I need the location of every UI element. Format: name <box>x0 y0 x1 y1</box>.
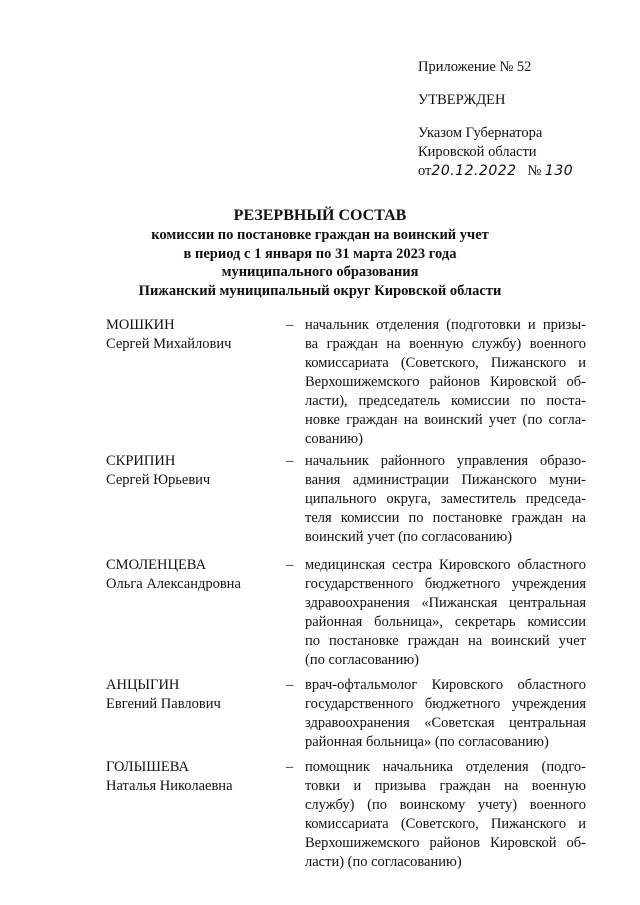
member-name <box>106 452 286 490</box>
date-prefix: от <box>418 163 432 179</box>
role-line: теля комиссии по постановке граждан на <box>305 510 586 526</box>
role-line: государственного бюджетного учреждения <box>305 696 586 712</box>
dash-separator: – <box>286 677 294 693</box>
member-name <box>106 676 286 714</box>
member-role <box>305 452 586 547</box>
role-line: вания администрации Пижанского муни- <box>305 472 586 488</box>
role-line: по постановке граждан на воинский учет <box>305 633 586 649</box>
role-line: товки и призыва граждан на военную <box>305 778 586 794</box>
approved-label: УТВЕРЖДЕН <box>418 92 506 108</box>
dash-separator: – <box>286 557 294 573</box>
role-line: помощник начальника отделения (подго- <box>305 759 586 775</box>
appendix-number: Приложение № 52 <box>418 59 532 75</box>
dash-separator: – <box>286 759 294 775</box>
role-line: комиссариата (Советского, Пижанского и <box>305 816 586 832</box>
role-line: здравоохранения «Пижанская центральная <box>305 595 586 611</box>
role-line: воинский учет (по согласованию) <box>305 529 513 545</box>
member-name <box>106 316 286 354</box>
member-name <box>106 556 286 594</box>
handwritten-date: 20.12.2022 <box>431 163 517 179</box>
role-line: начальник районного управления образо- <box>305 453 586 469</box>
member-surname: АНЦЫГИН <box>106 677 180 693</box>
role-line: начальник отделения (подготовки и призы- <box>305 317 586 333</box>
dash-separator: – <box>286 453 294 469</box>
role-line: здравоохранения «Советская центральная <box>305 715 586 731</box>
role-line: ва граждан на военную службу) военного <box>305 336 586 352</box>
role-line: сованию) <box>305 431 363 447</box>
role-line: врач-офтальмолог Кировского областного <box>305 677 586 693</box>
title-line: Пижанский муниципальный округ Кировской области <box>138 282 502 299</box>
member-given-name: Сергей Юрьевич <box>106 472 211 488</box>
title-line: в период с 1 января по 31 марта 2023 года <box>183 245 457 262</box>
title-main: РЕЗЕРВНЫЙ СОСТАВ <box>233 207 407 224</box>
member-name <box>106 758 286 796</box>
member-given-name: Наталья Николаевна <box>106 778 233 794</box>
role-line: государственного бюджетного учреждения <box>305 576 586 592</box>
dash-separator: – <box>286 317 294 333</box>
title-line: муниципального образования <box>221 264 419 280</box>
member-given-name: Сергей Михайлович <box>106 336 232 352</box>
number-prefix: № <box>527 163 542 179</box>
role-line: комиссариата (Советского, Пижанского и <box>305 355 586 371</box>
role-line: ципального округа, заместитель председа- <box>305 491 586 507</box>
role-line: службу) (по воинскому учету) военного <box>305 797 586 813</box>
role-line: медицинская сестра Кировского областного <box>305 557 586 573</box>
handwritten-number: 130 <box>544 163 574 179</box>
member-surname: ГОЛЫШЕВА <box>106 759 189 775</box>
role-line: районная больница» (по согласованию) <box>305 734 549 750</box>
member-role <box>305 758 586 872</box>
role-line: новке граждан на воинский учет (по согла- <box>305 412 586 428</box>
decree-date-line <box>418 162 573 181</box>
role-line: Верхошижемского районов Кировской об- <box>305 374 586 390</box>
decree-line-1: Указом Губернатора <box>418 125 543 141</box>
document-title <box>0 206 640 300</box>
role-line: ласти) (по согласованию) <box>305 854 462 870</box>
approval-stamp <box>418 58 573 181</box>
role-line: районная больница», секретарь комиссии <box>305 614 586 630</box>
member-surname: МОШКИН <box>106 317 175 333</box>
member-given-name: Евгений Павлович <box>106 696 221 712</box>
member-surname: СМОЛЕНЦЕВА <box>106 557 207 573</box>
member-role <box>305 676 586 752</box>
role-line: (по согласованию) <box>305 652 419 668</box>
member-given-name: Ольга Александровна <box>106 576 241 592</box>
title-line: комиссии по постановке граждан на воинский учет <box>151 227 489 243</box>
member-role <box>305 316 586 449</box>
decree-line-2: Кировской области <box>418 144 537 160</box>
role-line: ласти), председатель комиссии по поста- <box>305 393 586 409</box>
role-line: Верхошижемского районов Кировской об- <box>305 835 586 851</box>
member-role <box>305 556 586 670</box>
member-surname: СКРИПИН <box>106 453 176 469</box>
